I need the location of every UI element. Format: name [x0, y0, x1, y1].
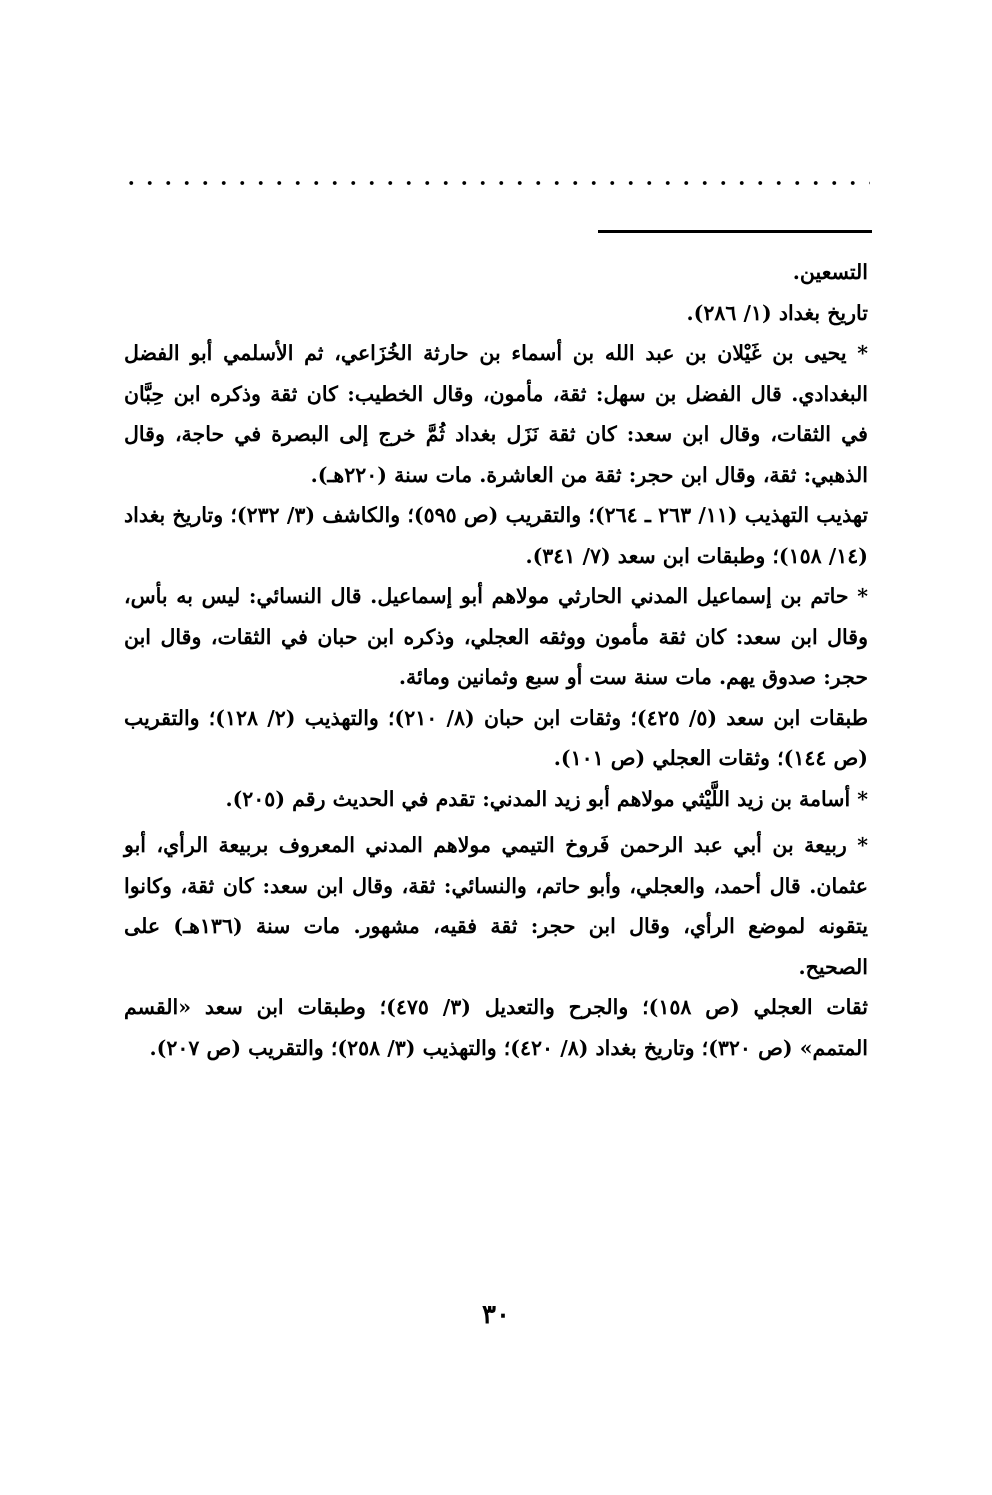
dotted-separator	[122, 180, 870, 186]
paragraph-continuation: التسعين.	[792, 260, 868, 284]
footnote-rule	[598, 230, 872, 233]
paragraph-reference: ثقات العجلي (ص ١٥٨)؛ والجرح والتعديل (٣/ ٤٧٥)؛ وطبقات ابن سعد «القسم المتمم» (ص ٣٢٠)؛ وتاريخ بغداد (٨/ ٤٢٠)؛ والتهذيب (٣/ ٢٥٨)؛ والتقريب (ص ٢٠٧).	[124, 995, 869, 1060]
paragraph-biography-usama: * أسامة بن زيد اللَّيْثي مولاهم أبو زيد المدني: تقدم في الحديث رقم (٢٠٥).	[225, 786, 868, 811]
footnote-text	[124, 252, 868, 1068]
paragraph-biography-yahya: * يحيى بن غَيْلان بن عبد الله بن أسماء بن حارثة الخُزَاعي، ثم الأسلمي أبو الفضل البغدادي. قال الفضل بن سهل: ثقة، مأمون، وقال الخطيب: كان ثقة وذكره ابن حِبَّان في الثقات، وقال ابن سعد: كان ثقة نَزَل بغداد ثُمَّ خرج إلى البصرة في حاجة، وقال الذهبي: ثقة، وقال ابن حجر: ثقة من العاشرة. مات سنة (٢٢٠هـ).	[124, 341, 868, 487]
paragraph-reference: تاريخ بغداد (١/ ٢٨٦).	[686, 300, 868, 325]
page-number: ٣٠	[482, 1300, 510, 1330]
paragraph-reference: طبقات ابن سعد (٥/ ٤٢٥)؛ وثقات ابن حبان (٨/ ٢١٠)؛ والتهذيب (٢/ ١٢٨)؛ والتقريب (ص ١٤٤)؛ وثقات العجلي (ص ١٠١).	[124, 705, 869, 770]
paragraph-biography-hatim: * حاتم بن إسماعيل المدني الحارثي مولاهم أبو إسماعيل. قال النسائي: ليس به بأس، وقال ابن سعد: كان ثقة مأمون ووثقه العجلي، وذكره ابن حبان في الثقات، وقال ابن حجر: صدوق يهم. مات سنة ست أو سبع وثمانين ومائة.	[124, 584, 868, 689]
paragraph-reference: تهذيب التهذيب (١١/ ٢٦٣ ـ ٢٦٤)؛ والتقريب (ص ٥٩٥)؛ والكاشف (٣/ ٢٣٢)؛ وتاريخ بغداد (١٤/ ١٥٨)؛ وطبقات ابن سعد (٧/ ٣٤١).	[124, 503, 869, 568]
paragraph-biography-rabia: * ربيعة بن أبي عبد الرحمن فَروخ التيمي مولاهم المدني المعروف بربيعة الرأي، أبو عثمان. قال أحمد، والعجلي، وأبو حاتم، والنسائي: ثقة، وقال ابن سعد: كان ثقة، وكانوا يتقونه لموضع الرأي، وقال ابن حجر: ثقة فقيه، مشهور. مات سنة (١٣٦هـ) على الصحيح.	[124, 833, 868, 979]
